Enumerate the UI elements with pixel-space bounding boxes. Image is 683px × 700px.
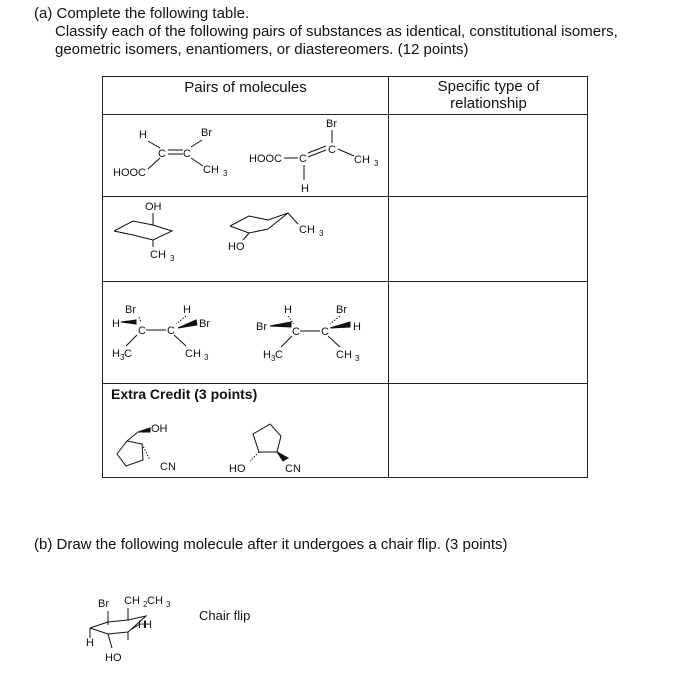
chair-flip-label: Chair flip xyxy=(199,608,251,623)
label-br: Br xyxy=(98,598,109,610)
label-c: C xyxy=(328,144,336,156)
label-ch: CH xyxy=(185,348,201,360)
label-subscript-2: 2 xyxy=(143,600,148,609)
extra-left-molecule xyxy=(117,423,176,473)
label-oh: OH xyxy=(151,423,168,435)
label-subscript-3: 3 xyxy=(374,159,379,168)
row1-left-molecule xyxy=(113,127,228,179)
row2-right-molecule xyxy=(228,213,324,253)
relationship-header-line1: Specific type of xyxy=(437,78,540,95)
row2-left-molecule xyxy=(114,201,175,263)
label-c: C xyxy=(299,153,307,165)
label-h: H xyxy=(284,304,292,316)
label-h: H xyxy=(138,619,146,631)
label-br: Br xyxy=(199,318,210,330)
label-subscript-3: 3 xyxy=(223,169,228,178)
label-ch: CH xyxy=(336,349,352,361)
label-ch: CH xyxy=(150,249,166,261)
label-h: H xyxy=(139,129,147,141)
label-h3c: H xyxy=(112,348,120,360)
part-a-instruction-line1: Classify each of the following pairs of substances as identical, constitutional isomers, xyxy=(55,23,618,40)
extra-credit-label: Extra Credit (3 points) xyxy=(111,386,258,402)
label-subscript-3: 3 xyxy=(170,254,175,263)
label-c: C xyxy=(158,148,166,160)
label-br: Br xyxy=(326,118,337,130)
label-h: H xyxy=(144,619,152,631)
label-subscript-3: 3 xyxy=(271,354,276,363)
label-ch: CH xyxy=(147,595,163,607)
part-a-instruction-line2: geometric isomers, enantiomers, or diastereomers. (12 points) xyxy=(55,41,469,58)
label-ch: CH xyxy=(124,595,140,607)
label-cn: CN xyxy=(160,461,176,473)
label-subscript-3: 3 xyxy=(319,229,324,238)
row1-right-molecule xyxy=(249,118,379,195)
label-br: Br xyxy=(256,321,267,333)
label-c: C xyxy=(292,326,300,338)
pairs-header: Pairs of molecules xyxy=(184,79,307,96)
label-subscript-3: 3 xyxy=(355,354,360,363)
label-br: Br xyxy=(201,127,212,139)
label-c: C xyxy=(275,349,283,361)
label-c: C xyxy=(138,325,146,337)
part-a-heading: (a) Complete the following table. xyxy=(34,5,250,22)
label-hooc: HOOC xyxy=(113,167,146,179)
row3-left-molecule xyxy=(112,304,210,362)
label-br: Br xyxy=(125,304,136,316)
label-c: C xyxy=(321,326,329,338)
label-ch: CH xyxy=(354,154,370,166)
label-subscript-3: 3 xyxy=(120,353,125,362)
label-c: C xyxy=(183,148,191,160)
part-b-heading: (b) Draw the following molecule after it undergoes a chair flip. (3 points) xyxy=(34,536,508,553)
part-b-molecule xyxy=(86,595,171,664)
row3-right-molecule xyxy=(256,304,361,363)
label-h: H xyxy=(112,318,120,330)
label-ho: HO xyxy=(229,463,246,475)
label-subscript-3: 3 xyxy=(204,353,209,362)
label-ho: HO xyxy=(105,652,122,664)
label-h: H xyxy=(86,637,94,649)
label-h3c: H xyxy=(263,349,271,361)
label-br: Br xyxy=(336,304,347,316)
label-oh: OH xyxy=(145,201,162,213)
label-hooc: HOOC xyxy=(249,153,282,165)
label-ch: CH xyxy=(203,164,219,176)
label-cn: CN xyxy=(285,463,301,475)
label-ch: CH xyxy=(299,224,315,236)
label-c: C xyxy=(124,348,132,360)
label-h: H xyxy=(183,304,191,316)
label-subscript-3: 3 xyxy=(166,600,171,609)
label-ho: HO xyxy=(228,241,245,253)
label-h: H xyxy=(301,183,309,195)
extra-right-molecule xyxy=(229,424,301,475)
label-h: H xyxy=(353,321,361,333)
label-c: C xyxy=(167,325,175,337)
relationship-header-line2: relationship xyxy=(450,95,527,112)
